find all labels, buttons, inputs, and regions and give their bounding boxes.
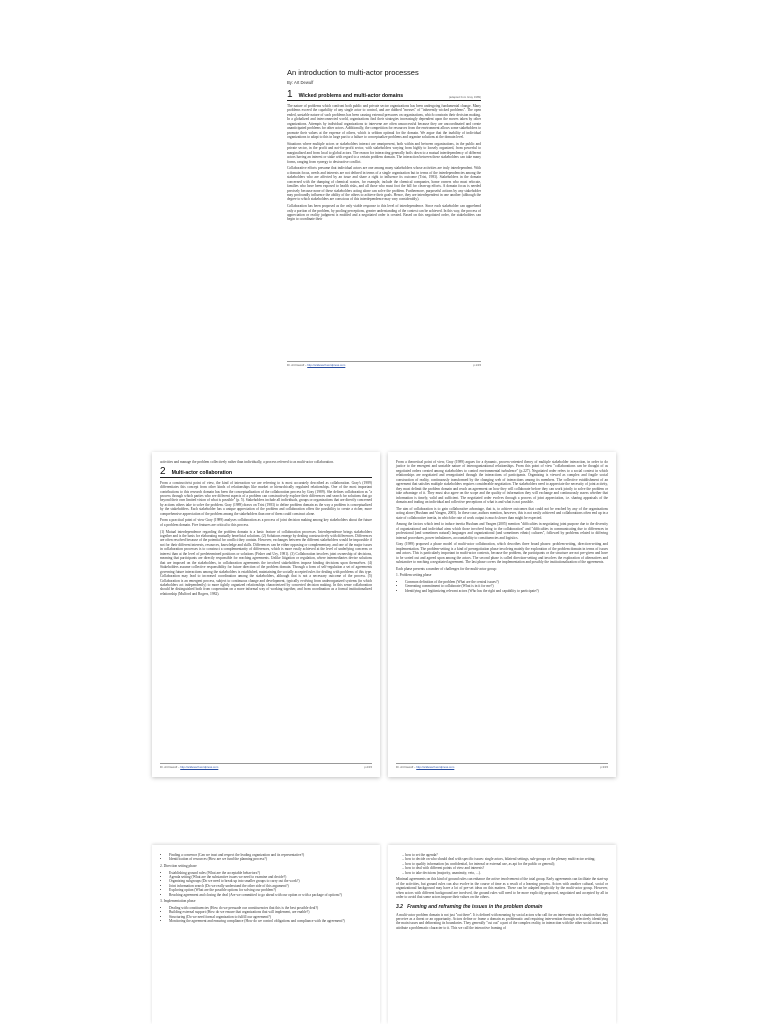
section-heading-1 — [287, 90, 481, 101]
section-title: Multi-actor collaboration — [171, 469, 233, 476]
list-item: • Monitoring the agreement and ensuring compliance (How do we control obligations and compliance with the agreement?) — [169, 919, 372, 923]
list-item: • Dealing with constituencies (How do we persuade our constituencies that this is the best possible deal?) — [169, 906, 372, 910]
paragraph: Collaboration has been proposed as the only viable response to this level of interdependence. Since each stakeholder can apprehend only a portion of the problem, by pooling perceptions, greater understanding of the context can be achieved. In this way, the process of appreciation or reality judgment is enabled and a negotiated order is created. Based on this negotiated order, the stakeholders can begin to coordinate their — [287, 204, 481, 222]
list-item: • Finding a convenor (Can we trust and respect the leading organization and its representative?) — [169, 853, 372, 857]
bullet-list — [396, 580, 608, 593]
footer-author: Dr. Art Dewulf – — [287, 363, 307, 367]
document-page-4 — [152, 845, 380, 1024]
page-number: p.2/15 — [364, 765, 372, 769]
phase-label: 3. Implementation phase — [160, 899, 196, 904]
list-item: – how to set the agenda? — [405, 853, 608, 857]
paragraph: Each phase presents a number of challenges for the multi-actor group: — [396, 566, 497, 571]
subsection-number: 3.2 — [396, 903, 403, 910]
list-item: • Exploring option (What are the possible options for solving our problem?) — [169, 888, 372, 892]
list-item: • Identification of resources (How are we fund the planning process?) — [169, 857, 372, 861]
paragraph: The aim of collaboration is to gain collaborative advantage, that is, to achieve outcomes that could not be reached by any of the organizations acting alone (Huxham and Vangen, 2005). In these case, authors mention, however, this is not easily achieved and collaborations often end up in a state of collaborative inertia, in which the rate of work output is much slower than might be expected. — [396, 506, 608, 520]
list-item: • Generating commitment to collaborate (What is in it for me?) — [405, 584, 608, 588]
page-number: p.3/15 — [600, 765, 608, 769]
document-page-5 — [388, 845, 616, 1024]
page-footer — [287, 361, 481, 367]
document-page-3 — [388, 452, 616, 777]
paragraph: From a practical point of view Gray (1989) analyses collaboration as a process of joint decision making among key stakeholders about the future of a problem domain. Five features are critical to this process. — [160, 518, 372, 527]
bullet-list — [160, 871, 372, 898]
list-item: • Common definition of the problem (What are the central issues?) — [405, 580, 608, 584]
footer-author: Dr. Art Dewulf – — [396, 765, 416, 769]
list-item: • Identifying and legitimizing relevant actors (Who has the right and capability to participate?) — [405, 589, 608, 593]
section-number: 1 — [287, 89, 293, 100]
paragraph: From a theoretical point of view, Gray (1989) argues for a dynamic, process-oriented theory of multiple stakeholder interaction, in order to do justice to the emergent and unstable nature of interorganizational relationships. From this point of view "collaborations can be thought of as negotiated orders created among stakeholders to control environmental turbulence" (p.227). Negotiated order refers to a social context in which relationships are negotiated and renegotiated through the interactions of participants. Organizing is viewed as complex and fragile social construction of reality, continuously transformed by the changing web of interactions among its members. The collective establishment of an agreement that satisfies multiple stakeholders requires considerable negotiation. The stakeholders need to appreciate the necessity of joint activity, they must delimit the problem domain and reach an agreement on how they will collaborate before they can work jointly to solve the problem or take advantage of it. They must also agree on the scope and the quality of information they will exchange and continuously assess whether that information is timely, valid and sufficient. The negotiated order evolves through a process of joint appreciation, i.e. sharing appraisals of the domain and trading on individual and collective perceptions of what is and what is not possible. — [396, 460, 608, 505]
section-note: (adapted from Gray 1989) — [448, 95, 481, 99]
paragraph: activities and manage the problem collectively rather than individually, a process referred to as multi-actor collaboration. — [160, 460, 334, 464]
list-item: – how to take decisions (majority, unanimity, veto, ...). — [405, 871, 608, 875]
document-page-1 — [279, 60, 489, 375]
list-item: • Building external support (How do we ensure that organizations that will implement, are enable?) — [169, 910, 372, 914]
author-line: By: Art Dewulf — [287, 80, 314, 85]
section-heading-2 — [160, 467, 372, 478]
list-item: – how to decide on who should deal with specific issues: single actors, bilateral settings, sub-groups or the plenary multi-actor setting; — [405, 857, 608, 861]
list-item: – how to qualify information (as confidential, for internal or external use, as apt for the public or general); — [405, 862, 608, 866]
document-title: An introduction to multi-actor processes — [287, 68, 419, 77]
subsection-heading — [396, 904, 608, 910]
bullet-list — [160, 906, 372, 924]
paragraph: Among the factors which tend to induce inertia Huxham and Vangen (2005) mention "difficulties in negotiating joint purpose due to the diversity of organizational and individual aims which those involved bring to the collaboration" and "difficulties in communicating due to differences in professional (and sometimes natural) languages and organizational (and sometimes ethnic) cultures", followed by problems related to differing internal procedures, power imbalances, accountability to constituencies and logistics. — [396, 522, 608, 540]
footer-link[interactable]: http://artdewulf.wordpress.com — [307, 363, 346, 367]
footer-author: Dr. Art Dewulf – — [160, 765, 180, 769]
list-item: • Establishing ground rules (What are the acceptable behaviors?) — [169, 871, 372, 875]
document-page-2 — [152, 452, 380, 777]
section-title: Wicked problems and multi-actor domains — [298, 93, 404, 99]
paragraph: Situations where multiple actors or stakeholders interact are omnipresent, both within and between organizations, in the public and private sector, in the profit and not-for-profit sector, with stakeholders varying from highly to loosely organized, from powerful to marginalized and from local to global actors. The reason for interacting generally boils down to a mutual interdependency of different actors having an interest or stake with regard to a certain problem domain. The interaction between these stakeholders can take many forms, ranging from synergy to destructive conflict. — [287, 141, 481, 164]
footer-link[interactable]: http://artdewulf.wordpress.com — [180, 765, 219, 769]
paragraph: Gray (1989) proposed a phase model of multi-actor collaboration, which describes three broad phases: problem-setting, direction-setting and implementation. The problem-setting is a kind of prenegotiation phase involving mainly the exploration of the problem domain in terms of issues and actors. This is particularly important in multi-actor contexts, because the problem, the participants or the structure are not pre-given and have to be sorted out and agreed upon among the actors. The second phase is called direction-setting and involves the exploration of alternatives and substantive to reaching a negotiated agreement. The last phase covers the implementation and possibly the institutionalization of the agreements. — [396, 542, 608, 565]
section-number: 2 — [160, 465, 166, 477]
paragraph: The nature of problems which confront both public and private sector organizations has been undergoing fundamental change. Many problems exceed the capability of any single actor to control, and are dubbed "messes" of "inherently wicked problems". The open ended, unstable nature of such problems has been causing external pressures on organizations, which constrain their decision making. In a globalized and interconnected world, organizations find their strategies increasingly dependent upon the moves taken by other organizations. Attempts by individual organizations to intervene are often unsuccessful because they are uncoordinated and create unanticipated problems for other actors. Additionally, the competition for resources from the environment allows some stakeholders to promote their values at the expense of others, which is seldom optimal for the domain. We argue that the inability of individual organizations to adapt to this in large part to a failure to conceptualize problems and organize solutions at the domain level. — [287, 104, 481, 140]
list-item: – how to deal with different points of view and interests? — [405, 866, 608, 870]
phase-label: 2. Direction setting phase — [160, 863, 197, 868]
footer-link[interactable]: http://artdewulf.wordpress.com — [416, 765, 455, 769]
phase-label: 1. Problem setting phase — [396, 573, 432, 578]
paragraph: From a constructivist point of view, the kind of interaction we are referring to is most accurately described as collaboration. Gray's (1989) differentiates this concept from other kinds of relationships like market or hierarchically regulated relationships. One of the most important contributions to this research domain has been the conceptualization of the collaboration process by Gray (1989). She defines collaboration as "a process through which parties who see different aspects of a problem can constructively explore their differences and search for solutions that go beyond their own limited vision of what is possible" (p. 5). Stakeholders include all individuals, groups or organizations that are directly concerned by actions others take to solve the problem. Gray (1989) draws on Trist (1983) to define problem domain as the way a problem is conceptualized by the stakeholders. Each stakeholder has a unique appreciation of the problem and collaboration offers the possibility to create a richer, more comprehensive appreciation of the problem among the stakeholders than one of them could construct alone. — [160, 480, 372, 516]
page-number: p.1/15 — [473, 363, 481, 367]
list-item: • Organizing subgroups (Do we need to break up into smaller groups to carry out the work?) — [169, 879, 372, 883]
bullet-list — [160, 853, 372, 862]
paragraph: A multi-actor problem domain is not just "out there". It is defined with meaning by social actors who call for an intervention in a situation that they perceive as a threat or an opportunity. Actors define or frame a domain as problematic and requiring intervention through selectively identifying the main issues and delineating its boundaries. They generally "cut out" a part of the complex reality, in interaction with the other social actors, and attribute a problematic character to it. This we call the interactive framing of — [396, 912, 608, 930]
page-footer — [396, 763, 608, 769]
list-item: • Reaching agreement and closing the deal (Are we committed to go ahead with our option or with a package of options?) — [169, 893, 372, 897]
page-footer — [160, 763, 372, 769]
paragraph: (1) Mutual interdependence regarding the problem domain is a basic feature of collaboration processes. Interdependence brings stakeholders together and is the basis for elaborating mutually beneficial solutions. (2) Solutions emerge by dealing constructively with differences. Differences are often resolved because of the potential for conflict they contain. However, exchanges between the different stakeholders would be impossible if not for their different interests, resources, knowledge and skills. Differences can be either opposing or complementary, and one of the major issues in collaboration processes is to construct a complementarity of differences, which is more easily achieved at the level of underlying concerns or interest than at the level of predetermined positions or solutions (Fisher and Ury, 1981). (3) Collaboration involves joint ownership of decisions, meaning that participants are directly responsible for reaching agreements. Unlike litigation or regulation, where intermediaries devise solutions that are imposed on the stakeholders, in collaboration agreements the involved stakeholders impose binding decisions upon themselves. (4) Stakeholders assume collective responsibility for future direction of the problem domain. Through a form of self-regulation a set of agreements governing future interactions among the stakeholders is established, maintaining the socially accepted rules for dealing with problems of this type. Collaboration may lead to increased coordination among the stakeholders, although that is not a necessary outcome of the process. (5) Collaboration is an emergent process, subject to continuous change and development, typically evolving from underorganized systems (in which stakeholders act independently) to more tightly organized relationships characterized by concerted decision making. In this sense collaboration should be distinguished both from cooperation on a more informal way of working together, and from coordination as a formal institutionalized relationship (Mulford and Rogers, 1982). — [160, 529, 372, 596]
list-item: • Agenda setting (What are the substantive issues we need to examine and decide?) — [169, 875, 372, 879]
paragraph: Collaborative efforts presume that individual actors are one among many stakeholders whose activities are truly interdependent. With a domain focus, needs and interests are not defined in terms of a single organization but in terms of the interdependencies among the stakeholders who are affected by an issue and share a right to influence its outcome (Trist, 1983). Stakeholders in the domain concerned with the dumping of chemical wastes, for example, include the chemical companies, home owners who must relocate, families who have been exposed to health risks, and all those who must foot the bill for clean-up efforts. A domain focus is needed precisely because none of these stakeholders acting alone can solve the problem. Furthermore, purposeful actions by any stakeholder may profoundly influence the ability of the others to achieve their goals. Hence, they are interdependent in one another (although the degree to which stakeholders are conscious of this interdependence may vary considerably). — [287, 166, 481, 202]
paragraph: Minimal agreements on this kind of ground rules can enhance the active involvement of the total group. Early agreements can facilitate the start-up of the activities, but ground rules can also evolve in the course of time as a result of a learning process. Actors with another cultural, social or organizational background may have a lot of pre-set ideas on this matters. These can be adapted implicitly by the multi-actor group. However, when actors with different background are involved, the ground rules will need to be more explicitly proposed, negotiated and accepted by all in order to avoid that some actors impose their values on the others. — [396, 877, 608, 900]
subsection-title: Framing and reframing the issues in the problem domain — [407, 903, 543, 910]
dash-list — [396, 853, 608, 875]
list-item: • Structuring (Do we need formal organization to fulfill our agreement?) — [169, 915, 372, 919]
list-item: • Joint information search (Do we really understand the other side of this argument?) — [169, 884, 372, 888]
